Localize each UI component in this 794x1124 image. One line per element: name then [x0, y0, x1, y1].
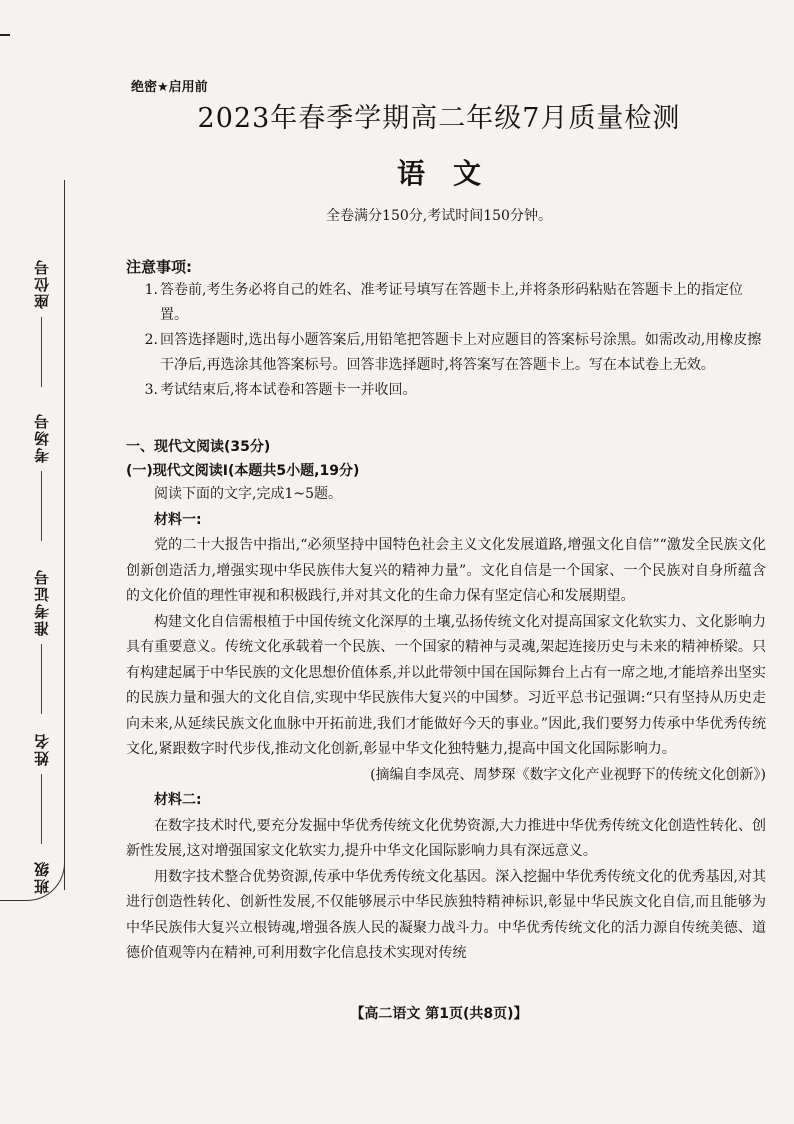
binding-line [64, 180, 65, 890]
admission-number-blank [41, 644, 42, 714]
admission-number-field [26, 568, 56, 714]
class-label: 班级 [32, 860, 51, 894]
section-title: 一、现代文阅读(35分) [126, 439, 271, 455]
material-1-label: 材料一: [154, 511, 202, 528]
notice-item-text: 答卷前,考生务必将自己的姓名、准考证号填写在答题卡上,并将条形码粘贴在答题卡上的指定位置。 [160, 282, 743, 323]
binding-strip [0, 0, 84, 1124]
exam-meta: 全卷满分150分,考试时间150分钟。 [326, 208, 552, 224]
seat-number-field [26, 258, 56, 387]
notice-item [126, 378, 766, 403]
material-1-paragraph-2: 构建文化自信需根植于中国传统文化深厚的土壤,弘扬传统文化对提高国家文化软实力、文化影响力具有重要意义。传统文化承载着一个民族、一个国家的精神与灵魂,架起连接历史与未来的精神桥梁。只有构建起属于中华民族的文化思想价值体系,并以此带领中国在国际舞台上占有一席之地,才能培养出坚实的民族力量和强大的文化自信,实现中华民族伟大复兴的中国梦。习近平总书记强调:“只有坚持从历史走向未来,从延续民族文化血脉中开拓前进,我们才能做好今天的事业。”因此,我们要努力传承中华优秀传统文化,紧跟数字时代步伐,推动文化创新,彰显中华文化独特魅力,提高中国文化国际影响力。 [126, 613, 766, 757]
exam-room-field [26, 412, 56, 541]
notice-item-number: 3. [144, 382, 158, 398]
notice-item [126, 278, 766, 328]
notice-heading: 注意事项: [126, 258, 192, 276]
section-instruction: 阅读下面的文字,完成1~5题。 [154, 486, 342, 502]
exam-room-label: 考场号 [32, 412, 51, 463]
notice-item-number: 1. [144, 282, 158, 298]
subject-title: 语文 [396, 157, 509, 190]
exam-title: 2023年春季学期高二年级7月质量检测 [197, 103, 681, 134]
name-field [26, 732, 56, 844]
reading-content [126, 482, 766, 967]
name-blank [41, 774, 42, 844]
secret-label: 绝密★启用前 [131, 80, 208, 95]
material-2-label: 材料二: [154, 792, 202, 808]
notice-list [126, 278, 766, 403]
notice-item-number: 2. [144, 332, 158, 348]
material-2-paragraph-2: 用数字技术整合优势资源,传承中华优秀传统文化基因。深入挖掘中华优秀传统文化的优秀基因,对其进行创造性转化、创新性发展,不仅能够展示中华民族独特精神标识,彰显中华民族文化自信,而且能够为中华民族伟大复兴立根铸魂,增强各族人民的凝聚力战斗力。中华优秀传统文化的活力源自传统美德、道德价值观等内在精神,可利用数字化信息技术实现对传统 [126, 868, 766, 961]
section-subtitle: (一)现代文阅读Ⅰ(本题共5小题,19分) [126, 463, 360, 479]
material-1-paragraph-1: 党的二十大报告中指出,“必须坚持中国特色社会主义文化发展道路,增强文化自信”“激发全民族文化创新创造活力,增强实现中华民族伟大复兴的精神力量”。文化自信是一个国家、一个民族对自身所蕴含的文化价值的理性审视和积极践行,并对其文化的生命力保有坚定信心和发展期望。 [126, 537, 766, 604]
seat-number-label: 座位号 [32, 258, 51, 309]
class-field [26, 860, 56, 894]
page-footer: 【高二语文 第1页(共8页)】 [350, 1006, 528, 1022]
notice-item-text: 回答选择题时,选出每小题答案后,用铅笔把答题卡上对应题目的答案标号涂黑。如需改动,用橡皮擦干净后,再选涂其他答案标号。回答非选择题时,将答案写在答题卡上。写在本试卷上无效。 [160, 332, 762, 373]
notice-item [126, 328, 766, 378]
seat-number-blank [41, 317, 42, 387]
exam-room-blank [41, 471, 42, 541]
admission-number-label: 准考证号 [32, 568, 51, 636]
material-2-paragraph-1: 在数字技术时代,要充分发掘中华优秀传统文化优势资源,大力推进中华优秀传统文化创造性转化、创新性发展,这对增强国家文化软实力,提升中华文化国际影响力具有深远意义。 [126, 817, 766, 859]
name-label: 姓名 [32, 732, 51, 766]
material-1-source: (摘编自李凤亮、周梦琛《数字文化产业视野下的传统文化创新》) [370, 766, 766, 783]
notice-item-text: 考试结束后,将本试卷和答题卡一并收回。 [160, 382, 417, 398]
